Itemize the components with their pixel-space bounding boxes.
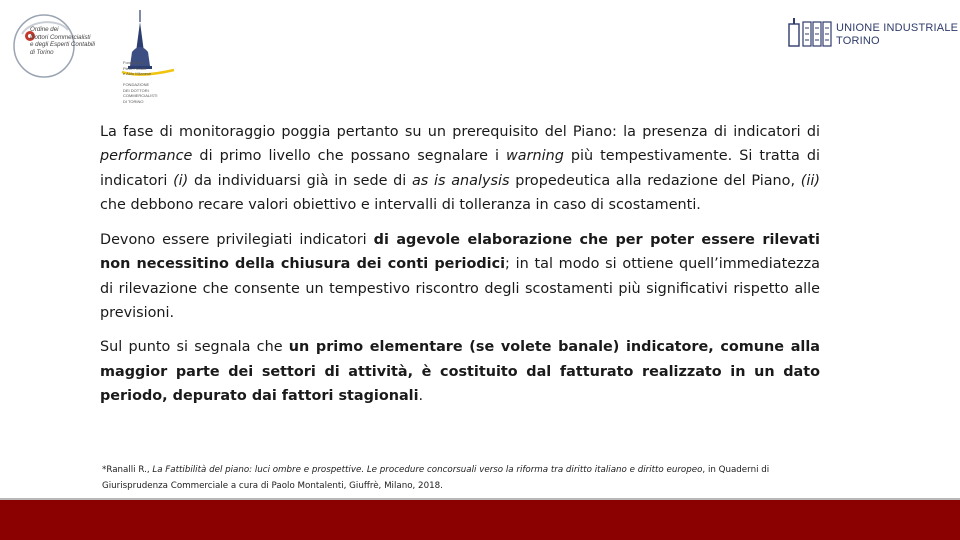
unione-industriale-logo-text: UNIONE INDUSTRIALE TORINO xyxy=(836,22,959,47)
mole-logo-text: Fondazione Piero Piccatti e Aldo Milanese FONDAZIONE DEI DOTTORI COMMERCIALISTI DI TORINO xyxy=(123,60,158,104)
paragraph-monitoring xyxy=(100,120,820,217)
text-run: Sul punto si segnala che xyxy=(100,339,289,356)
text-run: che debbono recare valori obiettivo e intervalli di tolleranza in caso di scostamenti. xyxy=(100,196,701,213)
unione-industriale-emblem-icon xyxy=(787,16,833,48)
text-run: La fase di monitoraggio poggia pertanto su un prerequisito del Piano: la presenza di indicatori di xyxy=(100,124,820,140)
odcec-logo-text: Ordine dei Dottori Commercialisti e degli Esperti Contabili di Torino xyxy=(30,26,96,56)
footer-band xyxy=(0,500,960,540)
text-run: un primo elementare (se volete banale) indicatore, comune alla maggior parte dei settori di attività, è costituito dal fatturato realizzato in un dato periodo, depurato dai fattori stagionali xyxy=(100,339,820,404)
paragraph-revenue-indicator xyxy=(100,335,820,408)
text-run: (i) xyxy=(173,172,189,189)
slide-body xyxy=(100,120,820,419)
text-run: di primo livello che possano segnalare i xyxy=(192,148,506,165)
text-run: performance xyxy=(100,148,193,165)
text-run: più tempestivamente. Si tratta di indicatori xyxy=(100,148,820,189)
text-run: di agevole elaborazione che per poter essere rilevati non necessitino della chiusura dei conti periodici xyxy=(100,232,820,273)
text-run: as is analysis xyxy=(411,172,510,189)
paragraph-indicators xyxy=(100,228,820,325)
text-run: (ii) xyxy=(800,172,820,189)
footnote xyxy=(102,462,832,494)
text-run: Devono essere privilegiati indicatori xyxy=(100,232,374,249)
text-run: *Ranalli R., xyxy=(102,465,153,475)
text-run: , in Quaderni di Giurisprudenza Commerciale a cura di Paolo Montalenti, Giuffrè, Milano, 2018. xyxy=(102,465,770,491)
text-run: La Fattibilità del piano: luci ombre e prospettive. Le procedure concorsuali verso la riforma tra diritto italiano e diritto europeo xyxy=(152,465,703,475)
text-run: propedeutica alla redazione del Piano, xyxy=(509,172,801,189)
text-run: da individuarsi già in sede di xyxy=(188,172,412,189)
text-run: ; in tal modo si ottiene quell’immediatezza di rilevazione che consente un tempestivo riscontro degli scostamenti più significativi rispetto alle previsioni. xyxy=(100,256,820,322)
text-run: warning xyxy=(505,148,564,165)
text-run: . xyxy=(418,387,424,404)
